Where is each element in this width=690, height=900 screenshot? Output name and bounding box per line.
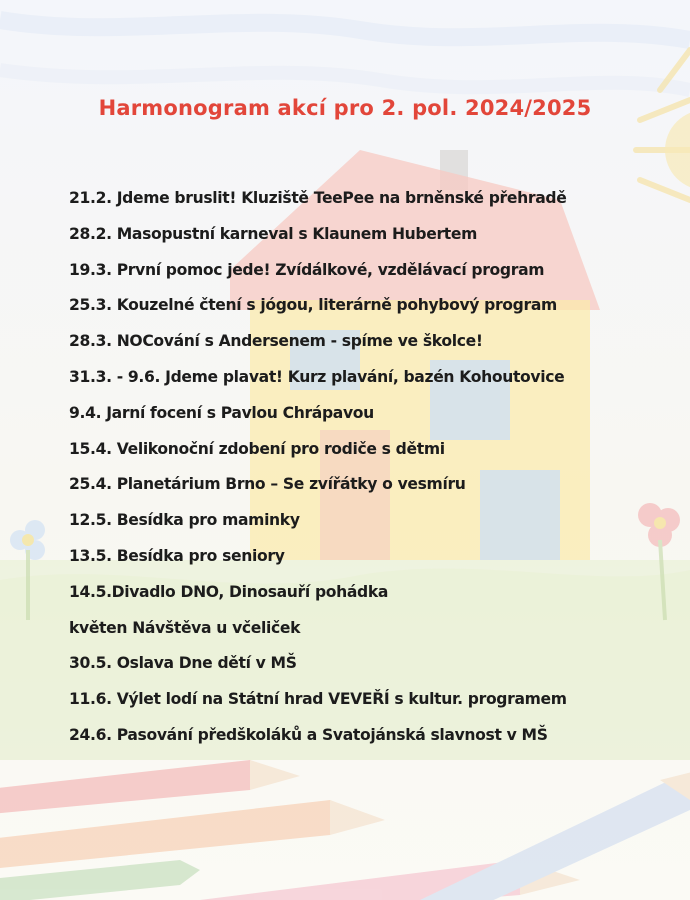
- event-item: 25.3. Kouzelné čtení s jógou, literárně pohybový program: [69, 296, 557, 315]
- event-item: 9.4. Jarní focení s Pavlou Chrápavou: [69, 403, 374, 422]
- page-title: Harmonogram akcí pro 2. pol. 2024/2025: [98, 96, 592, 120]
- event-item: 24.6. Pasování předškoláků a Svatojánská slavnost v MŠ: [69, 725, 548, 744]
- event-item: květen Návštěva u včeliček: [69, 618, 301, 637]
- event-item: 21.2. Jdeme bruslit! Kluziště TeePee na brněnské přehradě: [69, 189, 567, 207]
- event-item: 31.3. - 9.6. Jdeme plavat! Kurz plavání, bazén Kohoutovice: [69, 367, 565, 386]
- event-item: 13.5. Besídka pro seniory: [69, 546, 285, 565]
- event-item: 15.4. Velikonoční zdobení pro rodiče s dětmi: [69, 439, 445, 458]
- event-item: 19.3. První pomoc jede! Zvídálkové, vzdělávací program: [69, 260, 545, 279]
- event-item: 28.3. NOCování s Andersenem - spíme ve školce!: [69, 332, 483, 351]
- event-item: 30.5. Oslava Dne dětí v MŠ: [69, 654, 297, 673]
- event-item: 12.5. Besídka pro maminky: [69, 511, 300, 530]
- event-item: 28.2. Masopustní karneval s Klaunem Hubertem: [69, 224, 478, 243]
- event-item: 14.5.Divadlo DNO, Dinosauří pohádka: [69, 582, 389, 601]
- events-list: [69, 186, 567, 759]
- event-item: 25.4. Planetárium Brno – Se zvířátky o vesmíru: [69, 475, 466, 494]
- event-item: 11.6. Výlet lodí na Státní hrad VEVEŘÍ s kultur. programem: [69, 690, 567, 709]
